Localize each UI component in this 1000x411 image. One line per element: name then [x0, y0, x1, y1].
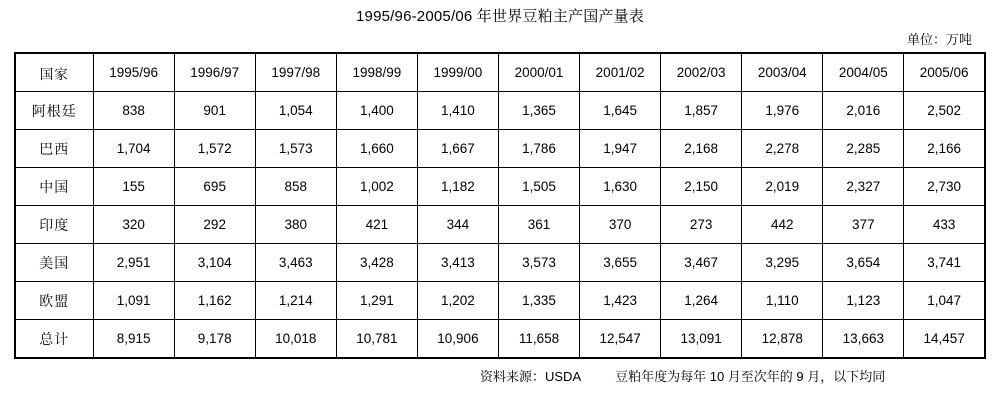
table-cell-value: 2,951: [93, 244, 174, 282]
table-cell-value: 370: [580, 206, 661, 244]
table-cell-value: 1,573: [255, 130, 336, 168]
table-cell-value: 1,572: [174, 130, 255, 168]
table-cell-value: 1,667: [417, 130, 498, 168]
table-cell-value: 1,002: [336, 168, 417, 206]
table-cell-value: 1,660: [336, 130, 417, 168]
table-cell-value: 421: [336, 206, 417, 244]
row-header-country: 欧盟: [15, 282, 93, 320]
table-cell-value: 9,178: [174, 320, 255, 359]
table-row: [15, 320, 985, 359]
table-cell-value: 1,857: [661, 92, 742, 130]
table-cell-value: 1,054: [255, 92, 336, 130]
table-cell-value: 2,168: [661, 130, 742, 168]
table-cell-value: 3,467: [661, 244, 742, 282]
column-header-year: 2002/03: [661, 53, 742, 92]
table-cell-value: 2,285: [823, 130, 904, 168]
table-cell-value: 13,663: [823, 320, 904, 359]
unit-note: 单位：万吨: [906, 32, 972, 47]
table-cell-value: 1,335: [498, 282, 579, 320]
table-cell-value: 838: [93, 92, 174, 130]
table-cell-value: 8,915: [93, 320, 174, 359]
table-row: [15, 206, 985, 244]
table-cell-value: 292: [174, 206, 255, 244]
table-cell-value: 2,278: [742, 130, 823, 168]
table-cell-value: 3,655: [580, 244, 661, 282]
table-cell-value: 380: [255, 206, 336, 244]
table-cell-value: 2,150: [661, 168, 742, 206]
table-cell-value: 377: [823, 206, 904, 244]
table-cell-value: 1,291: [336, 282, 417, 320]
production-table: [14, 52, 986, 359]
row-header-country: 巴西: [15, 130, 93, 168]
table-cell-value: 3,741: [904, 244, 985, 282]
column-header-year: 1997/98: [255, 53, 336, 92]
table-cell-value: 1,786: [498, 130, 579, 168]
column-header-year: 1996/97: [174, 53, 255, 92]
table-cell-value: 1,202: [417, 282, 498, 320]
table-cell-value: 1,182: [417, 168, 498, 206]
column-header-year: 2000/01: [498, 53, 579, 92]
table-cell-value: 2,327: [823, 168, 904, 206]
table-cell-value: 1,410: [417, 92, 498, 130]
table-cell-value: 442: [742, 206, 823, 244]
column-header-year: 1995/96: [93, 53, 174, 92]
table-cell-value: 14,457: [904, 320, 985, 359]
table-footnote: [0, 359, 1000, 385]
table-cell-value: 320: [93, 206, 174, 244]
table-cell-value: 3,463: [255, 244, 336, 282]
column-header-country: 国家: [15, 53, 93, 92]
table-cell-value: 361: [498, 206, 579, 244]
table-cell-value: 2,016: [823, 92, 904, 130]
table-cell-value: 3,295: [742, 244, 823, 282]
table-container: [0, 48, 1000, 359]
column-header-year: 2005/06: [904, 53, 985, 92]
table-cell-value: 1,214: [255, 282, 336, 320]
table-cell-value: 2,166: [904, 130, 985, 168]
table-cell-value: 1,123: [823, 282, 904, 320]
table-cell-value: 858: [255, 168, 336, 206]
column-header-year: 2001/02: [580, 53, 661, 92]
table-cell-value: 695: [174, 168, 255, 206]
table-row: [15, 168, 985, 206]
table-cell-value: 273: [661, 206, 742, 244]
table-cell-value: 1,047: [904, 282, 985, 320]
table-cell-value: 13,091: [661, 320, 742, 359]
table-cell-value: 1,400: [336, 92, 417, 130]
table-cell-value: 155: [93, 168, 174, 206]
table-cell-value: 10,906: [417, 320, 498, 359]
source-note: 资料来源：USDA: [480, 369, 582, 384]
table-row: [15, 282, 985, 320]
table-cell-value: 1,630: [580, 168, 661, 206]
table-cell-value: 1,704: [93, 130, 174, 168]
table-header-row: [15, 53, 985, 92]
table-cell-value: 3,104: [174, 244, 255, 282]
table-cell-value: 2,019: [742, 168, 823, 206]
table-cell-value: 1,505: [498, 168, 579, 206]
table-cell-value: 12,878: [742, 320, 823, 359]
table-cell-value: 12,547: [580, 320, 661, 359]
row-header-country: 美国: [15, 244, 93, 282]
row-header-country: 总计: [15, 320, 93, 359]
table-cell-value: 1,947: [580, 130, 661, 168]
table-cell-value: 433: [904, 206, 985, 244]
table-cell-value: 1,110: [742, 282, 823, 320]
table-cell-value: 1,365: [498, 92, 579, 130]
table-row: [15, 92, 985, 130]
table-cell-value: 3,654: [823, 244, 904, 282]
table-cell-value: 10,781: [336, 320, 417, 359]
table-cell-value: 1,162: [174, 282, 255, 320]
year-definition-note: 豆粕年度为每年 10 月至次年的 9 月，以下均同: [615, 369, 886, 384]
table-cell-value: 901: [174, 92, 255, 130]
column-header-year: 1998/99: [336, 53, 417, 92]
column-header-year: 1999/00: [417, 53, 498, 92]
table-cell-value: 344: [417, 206, 498, 244]
table-row: [15, 244, 985, 282]
table-cell-value: 2,502: [904, 92, 985, 130]
table-cell-value: 3,428: [336, 244, 417, 282]
page-title: 1995/96-2005/06 年世界豆粕主产国产量表: [355, 8, 644, 25]
column-header-year: 2004/05: [823, 53, 904, 92]
table-cell-value: 10,018: [255, 320, 336, 359]
table-cell-value: 11,658: [498, 320, 579, 359]
row-header-country: 中国: [15, 168, 93, 206]
table-cell-value: 1,091: [93, 282, 174, 320]
table-row: [15, 130, 985, 168]
row-header-country: 阿根廷: [15, 92, 93, 130]
table-cell-value: 3,413: [417, 244, 498, 282]
table-cell-value: 1,423: [580, 282, 661, 320]
table-cell-value: 1,976: [742, 92, 823, 130]
table-cell-value: 3,573: [498, 244, 579, 282]
row-header-country: 印度: [15, 206, 93, 244]
column-header-year: 2003/04: [742, 53, 823, 92]
table-cell-value: 2,730: [904, 168, 985, 206]
table-cell-value: 1,264: [661, 282, 742, 320]
table-cell-value: 1,645: [580, 92, 661, 130]
